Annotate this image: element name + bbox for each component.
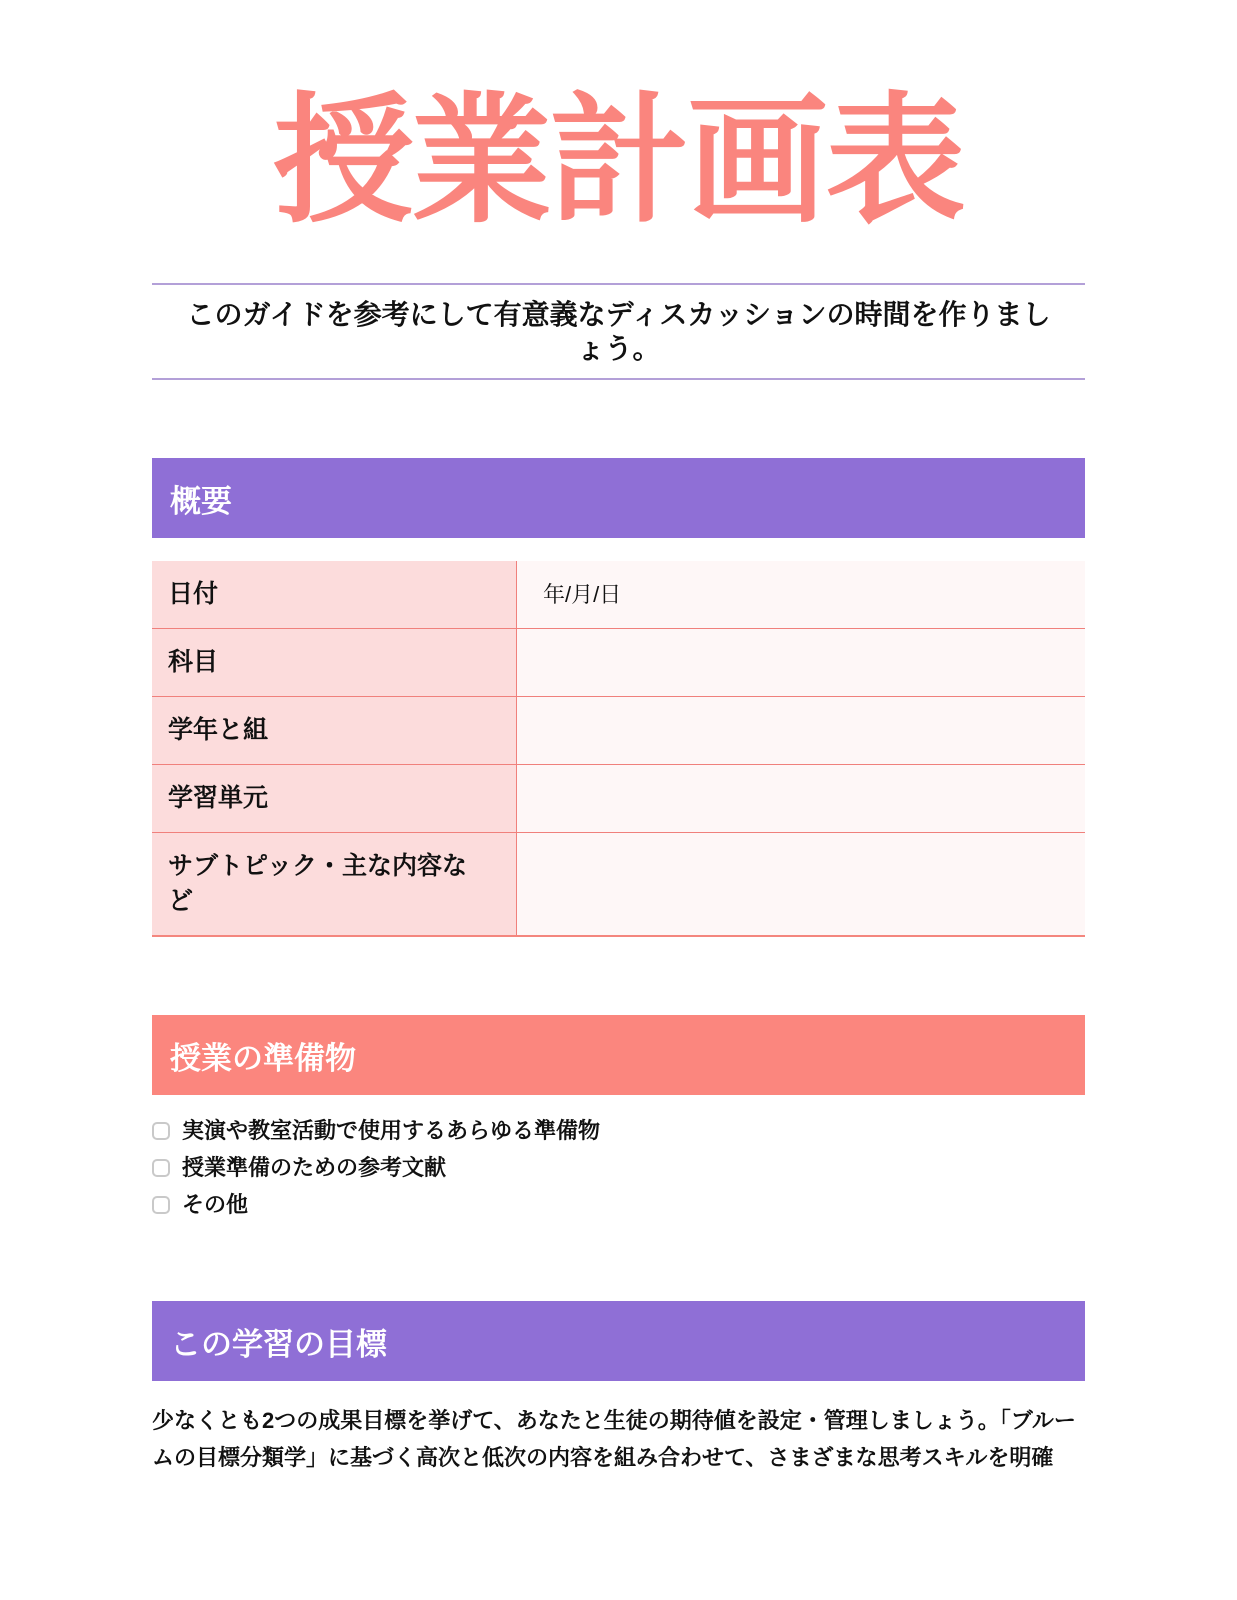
divider-line-bottom [152,378,1085,380]
section-header-goals [152,1301,1085,1381]
overview-table [152,561,1085,937]
section-header-overview [152,458,1085,538]
row-label-learning-unit: 学習単元 [152,765,517,832]
checklist-item-other-label: その他 [182,1192,249,1217]
row-value-grade-class-field[interactable] [517,697,1085,764]
checklist-item-references[interactable] [152,1153,1085,1183]
row-label-subject: 科目 [152,629,517,696]
row-label-subtopics: サブトピック・主な内容など [152,833,517,935]
table-row-subtopics [152,833,1085,935]
row-label-date: 日付 [152,561,517,628]
section-header-materials-label: 授業の準備物 [170,1040,356,1076]
section-header-overview-label: 概要 [170,483,232,519]
section-header-materials [152,1015,1085,1095]
row-label-grade-class: 学年と組 [152,697,517,764]
table-row-subject [152,629,1085,697]
page-subtitle: このガイドを参考にして有意義なディスカッションの時間を作りましょう。 [186,299,1051,364]
divider-line-top [152,283,1085,285]
checkbox-unchecked-icon[interactable] [152,1196,170,1214]
row-value-subject-field[interactable] [517,629,1085,696]
section-header-goals-label: この学習の目標 [170,1326,387,1362]
materials-checklist [152,1116,1085,1220]
row-value-subtopics-field[interactable] [517,833,1085,935]
checkbox-unchecked-icon[interactable] [152,1159,170,1177]
page-title: 授業計画表 [273,82,964,239]
row-value-date-field[interactable]: 年/月/日 [517,561,1085,628]
goals-paragraph: 少なくとも2つの成果目標を挙げて、あなたと生徒の期待値を設定・管理しましょう。「ブルームの目標分類学」に基づく高次と低次の内容を組み合わせて、さまざまな思考スキルを明確 [152,1408,1076,1470]
table-row-learning-unit [152,765,1085,833]
checklist-item-supplies[interactable] [152,1116,1085,1146]
checkbox-unchecked-icon[interactable] [152,1122,170,1140]
document-page [152,0,1085,1476]
row-value-learning-unit-field[interactable] [517,765,1085,832]
checklist-item-other[interactable] [152,1190,1085,1220]
table-row-grade-class [152,697,1085,765]
table-row-date [152,561,1085,629]
checklist-item-supplies-label: 実演や教室活動で使用するあらゆる準備物 [182,1118,601,1143]
checklist-item-references-label: 授業準備のための参考文献 [182,1155,447,1180]
